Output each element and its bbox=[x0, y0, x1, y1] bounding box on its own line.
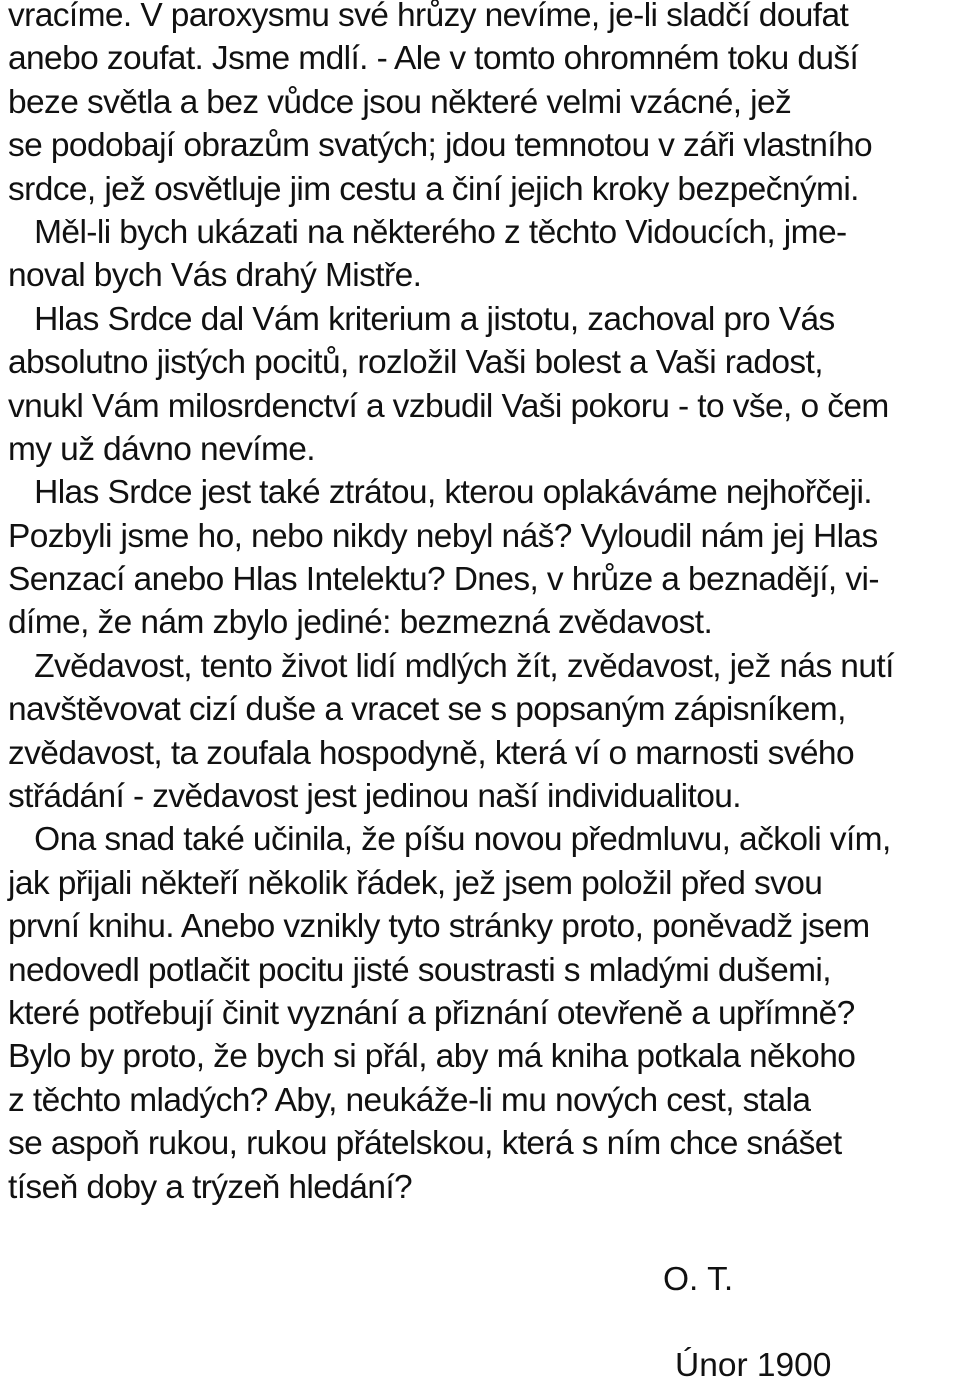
text-line: anebo zoufat. Jsme mdlí. - Ale v tomto ohromném toku duší bbox=[8, 40, 859, 78]
text-line: první knihu. Anebo vznikly tyto stránky proto, poněvadž jsem bbox=[8, 908, 870, 946]
text-line: se aspoň rukou, rukou přátelskou, která s ním chce snášet bbox=[8, 1125, 842, 1163]
text-line: navštěvovat cizí duše a vracet se s popsaným zápisníkem, bbox=[8, 691, 846, 729]
text-line: které potřebují činit vyznání a přiznání otevřeně a upřímně? bbox=[8, 994, 855, 1032]
text-line: tíseň doby a trýzeň hledání? bbox=[8, 1168, 413, 1206]
text-line: Bylo by proto, že bych si přál, aby má kniha potkala někoho bbox=[8, 1038, 856, 1076]
text-line: Pozbyli jsme ho, nebo nikdy nebyl náš? Vyloudil nám jej Hlas bbox=[8, 517, 878, 555]
text-line: Zvědavost, tento život lidí mdlých žít, zvědavost, jež nás nutí bbox=[8, 647, 894, 685]
text-line: srdce, jež osvětluje jim cestu a činí jejich kroky bezpečnými. bbox=[8, 170, 859, 208]
text-line: my už dávno nevíme. bbox=[8, 430, 315, 468]
text-line: Hlas Srdce dal Vám kriterium a jistotu, zachoval pro Vás bbox=[8, 300, 835, 338]
date-line: Únor 1900 bbox=[675, 1347, 832, 1384]
text-line: beze světla a bez vůdce jsou některé velmi vzácné, jež bbox=[8, 83, 792, 121]
text-line: se podobají obrazům svatých; jdou temnotou v záři vlastního bbox=[8, 127, 873, 165]
author-signature: O. T. bbox=[663, 1261, 734, 1298]
text-line: Ona snad také učinila, že píšu novou předmluvu, ačkoli vím, bbox=[8, 821, 891, 859]
text-line: nedovedl potlačit pocitu jisté soustrasti s mladými dušemi, bbox=[8, 951, 831, 989]
text-line: z těchto mladých? Aby, neukáže-li mu nových cest, stala bbox=[8, 1081, 811, 1119]
text-line: Hlas Srdce jest také ztrátou, kterou oplakáváme nejhořčeji. bbox=[8, 474, 873, 512]
text-line: zvědavost, ta zoufala hospodyně, která ví o marnosti svého bbox=[8, 734, 854, 772]
text-line: vnukl Vám milosrdenctví a vzbudil Vaši pokoru - to vše, o čem bbox=[8, 387, 889, 425]
text-line: jak přijali někteří několik řádek, jež jsem položil před svou bbox=[8, 864, 823, 902]
text-line: vracíme. V paroxysmu své hrůzy nevíme, je-li sladčí doufat bbox=[8, 0, 849, 34]
text-line: Měl-li bych ukázati na některého z těchto Vidoucích, jme- bbox=[8, 213, 847, 251]
text-line: absolutno jistých pocitů, rozložil Vaši bolest a Vaši radost, bbox=[8, 344, 823, 382]
text-line: díme, že nám zbylo jediné: bezmezná zvědavost. bbox=[8, 604, 713, 642]
body-text bbox=[8, 0, 958, 1209]
text-line: Senzací anebo Hlas Intelektu? Dnes, v hrůze a beznadějí, vi- bbox=[8, 561, 879, 599]
text-line: noval bych Vás drahý Mistře. bbox=[8, 257, 422, 295]
text-line: střádání - zvědavost jest jedinou naší individualitou. bbox=[8, 778, 741, 816]
